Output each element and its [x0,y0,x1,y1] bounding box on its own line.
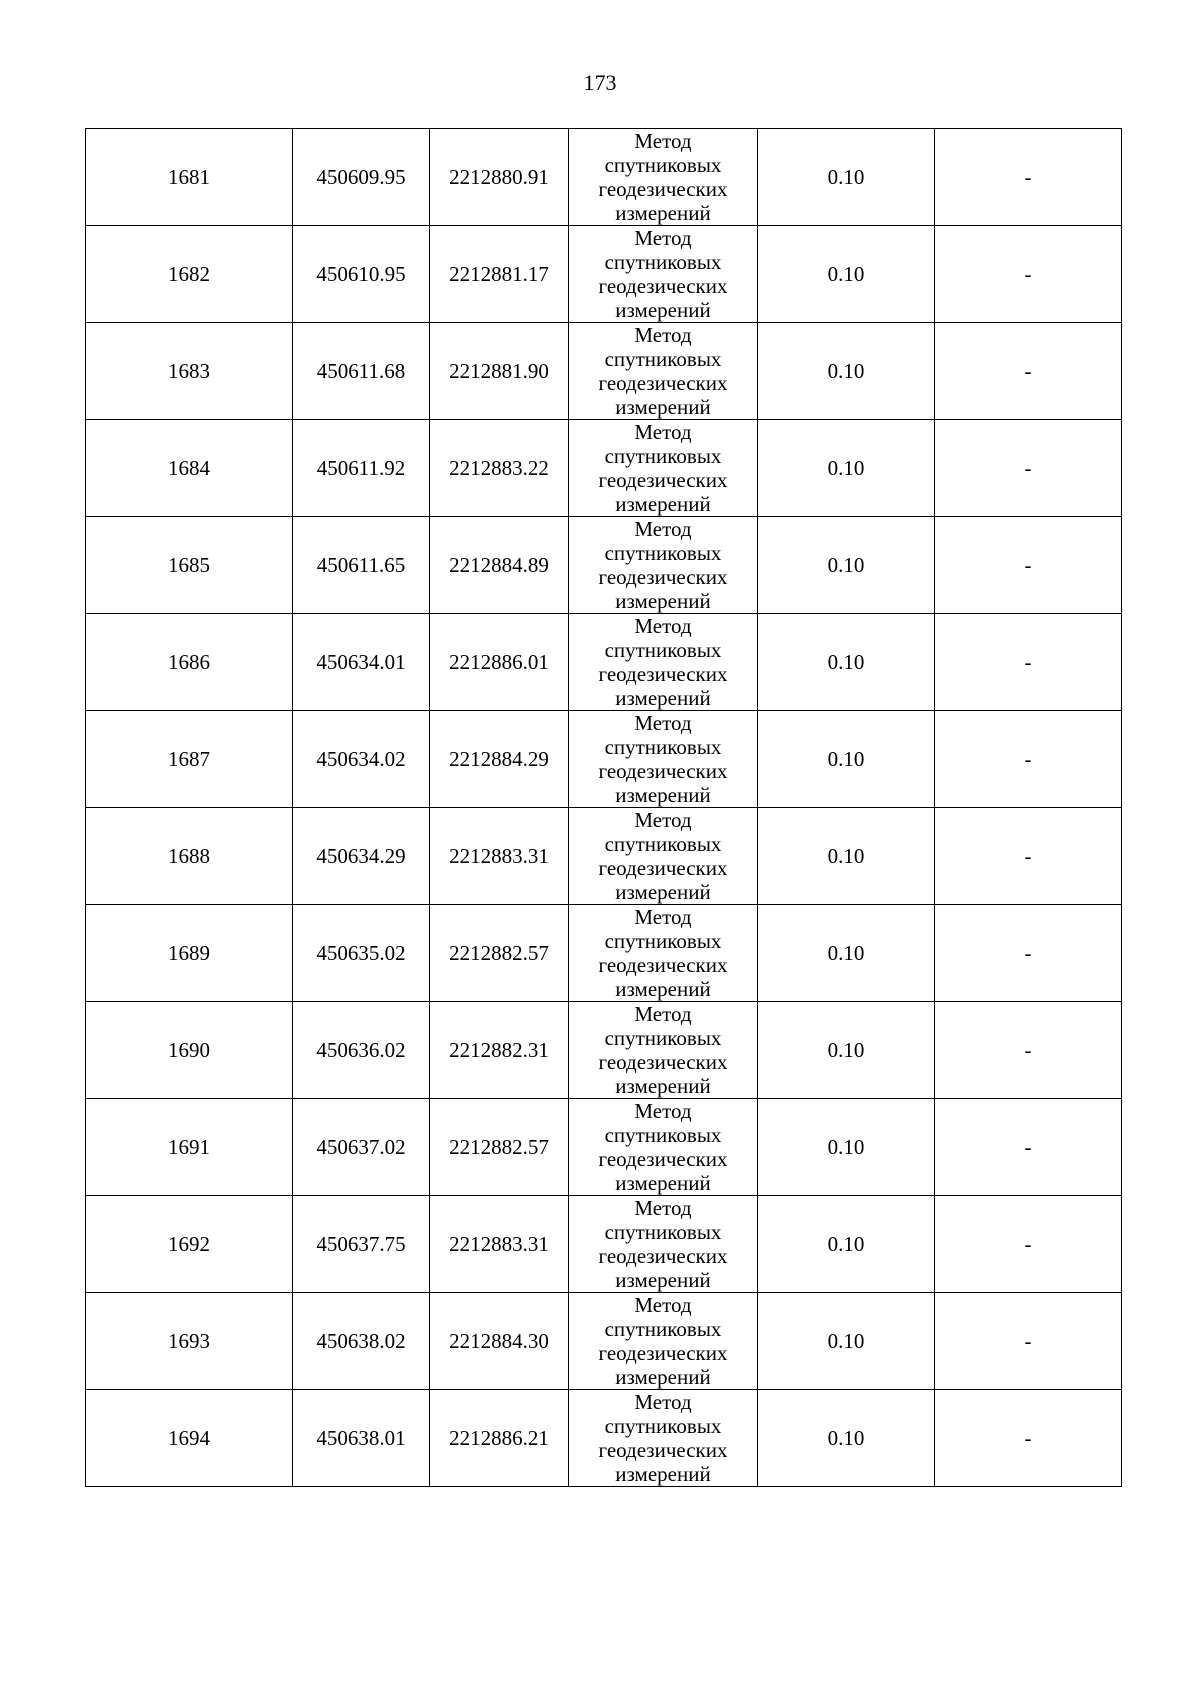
table-row [86,1002,1122,1099]
y-coordinate-cell: 2212881.17 [430,226,569,323]
table-row [86,517,1122,614]
table-row [86,420,1122,517]
x-coordinate-cell: 450634.02 [293,711,430,808]
method-text-line: геодезических [598,1341,728,1365]
x-coordinate-cell: 450611.68 [293,323,430,420]
accuracy-cell: 0.10 [758,129,935,226]
method-text-line: геодезических [598,759,728,783]
point-number-cell: 1688 [86,808,293,905]
method-text-line: геодезических [598,856,728,880]
y-coordinate-cell: 2212880.91 [430,129,569,226]
point-number-cell: 1690 [86,1002,293,1099]
coordinates-table [85,128,1122,1487]
point-number-cell: 1694 [86,1390,293,1487]
y-coordinate-cell: 2212883.31 [430,808,569,905]
method-text-line: геодезических [598,953,728,977]
method-text-line: измерений [615,492,711,516]
method-text-line: Метод [634,226,692,250]
x-coordinate-cell: 450634.29 [293,808,430,905]
method-text-line: измерений [615,686,711,710]
accuracy-cell: 0.10 [758,808,935,905]
point-number-cell: 1691 [86,1099,293,1196]
method-text-line: измерений [615,783,711,807]
method-text-line: измерений [615,977,711,1001]
note-cell: - [935,323,1122,420]
method-text-line: геодезических [598,565,728,589]
method-cell [569,129,758,226]
method-text-line: геодезических [598,371,728,395]
note-cell: - [935,1390,1122,1487]
accuracy-cell: 0.10 [758,1099,935,1196]
accuracy-cell: 0.10 [758,711,935,808]
method-cell [569,905,758,1002]
table-row [86,614,1122,711]
method-text-line: измерений [615,1074,711,1098]
note-cell: - [935,614,1122,711]
y-coordinate-cell: 2212886.21 [430,1390,569,1487]
method-text-line: спутниковых [604,153,722,177]
page-number: 173 [583,70,617,95]
method-text-line: Метод [634,420,692,444]
method-cell [569,1099,758,1196]
accuracy-cell: 0.10 [758,1390,935,1487]
x-coordinate-cell: 450611.65 [293,517,430,614]
table-row [86,1293,1122,1390]
method-cell [569,517,758,614]
method-text-line: геодезических [598,1244,728,1268]
method-text-line: спутниковых [604,250,722,274]
method-text-line: измерений [615,201,711,225]
method-text-line: спутниковых [604,541,722,565]
table-row [86,1390,1122,1487]
note-cell: - [935,129,1122,226]
accuracy-cell: 0.10 [758,1293,935,1390]
method-text-line: Метод [634,808,692,832]
method-text-line: Метод [634,129,692,153]
method-text-line: геодезических [598,662,728,686]
accuracy-cell: 0.10 [758,614,935,711]
method-text-line: спутниковых [604,1123,722,1147]
y-coordinate-cell: 2212882.31 [430,1002,569,1099]
method-text-line: спутниковых [604,347,722,371]
method-text-line: измерений [615,1268,711,1292]
method-text-line: спутниковых [604,1317,722,1341]
note-cell: - [935,420,1122,517]
method-text-line: спутниковых [604,638,722,662]
method-text-line: измерений [615,298,711,322]
point-number-cell: 1687 [86,711,293,808]
point-number-cell: 1693 [86,1293,293,1390]
note-cell: - [935,1099,1122,1196]
x-coordinate-cell: 450634.01 [293,614,430,711]
method-cell [569,1293,758,1390]
method-text-line: измерений [615,589,711,613]
method-text-line: Метод [634,614,692,638]
x-coordinate-cell: 450637.75 [293,1196,430,1293]
x-coordinate-cell: 450637.02 [293,1099,430,1196]
y-coordinate-cell: 2212884.89 [430,517,569,614]
method-text-line: геодезических [598,1050,728,1074]
method-text-line: спутниковых [604,735,722,759]
method-cell [569,1390,758,1487]
method-text-line: спутниковых [604,1414,722,1438]
method-text-line: геодезических [598,468,728,492]
y-coordinate-cell: 2212883.22 [430,420,569,517]
coordinates-table-body [86,129,1122,1487]
point-number-cell: 1685 [86,517,293,614]
method-text-line: спутниковых [604,929,722,953]
method-text-line: измерений [615,880,711,904]
method-text-line: геодезических [598,1438,728,1462]
method-text-line: Метод [634,517,692,541]
x-coordinate-cell: 450635.02 [293,905,430,1002]
method-text-line: Метод [634,1099,692,1123]
table-row [86,323,1122,420]
method-cell [569,226,758,323]
table-row [86,129,1122,226]
y-coordinate-cell: 2212881.90 [430,323,569,420]
accuracy-cell: 0.10 [758,517,935,614]
method-text-line: спутниковых [604,1220,722,1244]
x-coordinate-cell: 450611.92 [293,420,430,517]
table-row [86,1196,1122,1293]
method-text-line: спутниковых [604,1026,722,1050]
y-coordinate-cell: 2212882.57 [430,905,569,1002]
note-cell: - [935,905,1122,1002]
method-cell [569,1196,758,1293]
accuracy-cell: 0.10 [758,905,935,1002]
method-text-line: Метод [634,323,692,347]
x-coordinate-cell: 450638.02 [293,1293,430,1390]
note-cell: - [935,226,1122,323]
method-cell [569,614,758,711]
method-text-line: Метод [634,905,692,929]
point-number-cell: 1681 [86,129,293,226]
y-coordinate-cell: 2212886.01 [430,614,569,711]
method-text-line: геодезических [598,177,728,201]
accuracy-cell: 0.10 [758,1196,935,1293]
note-cell: - [935,711,1122,808]
point-number-cell: 1686 [86,614,293,711]
accuracy-cell: 0.10 [758,1002,935,1099]
x-coordinate-cell: 450638.01 [293,1390,430,1487]
point-number-cell: 1684 [86,420,293,517]
x-coordinate-cell: 450609.95 [293,129,430,226]
method-text-line: Метод [634,1002,692,1026]
method-cell [569,1002,758,1099]
point-number-cell: 1689 [86,905,293,1002]
point-number-cell: 1682 [86,226,293,323]
method-text-line: Метод [634,1196,692,1220]
note-cell: - [935,1293,1122,1390]
x-coordinate-cell: 450636.02 [293,1002,430,1099]
method-cell [569,420,758,517]
table-row [86,905,1122,1002]
method-text-line: Метод [634,711,692,735]
method-cell [569,808,758,905]
method-text-line: измерений [615,1462,711,1486]
method-text-line: геодезических [598,1147,728,1171]
method-text-line: спутниковых [604,832,722,856]
y-coordinate-cell: 2212884.30 [430,1293,569,1390]
point-number-cell: 1692 [86,1196,293,1293]
note-cell: - [935,808,1122,905]
method-text-line: измерений [615,1365,711,1389]
method-text-line: Метод [634,1390,692,1414]
method-text-line: измерений [615,1171,711,1195]
method-cell [569,323,758,420]
point-number-cell: 1683 [86,323,293,420]
method-text-line: геодезических [598,274,728,298]
method-text-line: измерений [615,395,711,419]
method-text-line: спутниковых [604,444,722,468]
accuracy-cell: 0.10 [758,226,935,323]
table-row [86,1099,1122,1196]
x-coordinate-cell: 450610.95 [293,226,430,323]
method-cell [569,711,758,808]
note-cell: - [935,517,1122,614]
y-coordinate-cell: 2212883.31 [430,1196,569,1293]
method-text-line: Метод [634,1293,692,1317]
y-coordinate-cell: 2212884.29 [430,711,569,808]
table-row [86,226,1122,323]
table-row [86,808,1122,905]
note-cell: - [935,1196,1122,1293]
y-coordinate-cell: 2212882.57 [430,1099,569,1196]
note-cell: - [935,1002,1122,1099]
table-row [86,711,1122,808]
accuracy-cell: 0.10 [758,323,935,420]
accuracy-cell: 0.10 [758,420,935,517]
